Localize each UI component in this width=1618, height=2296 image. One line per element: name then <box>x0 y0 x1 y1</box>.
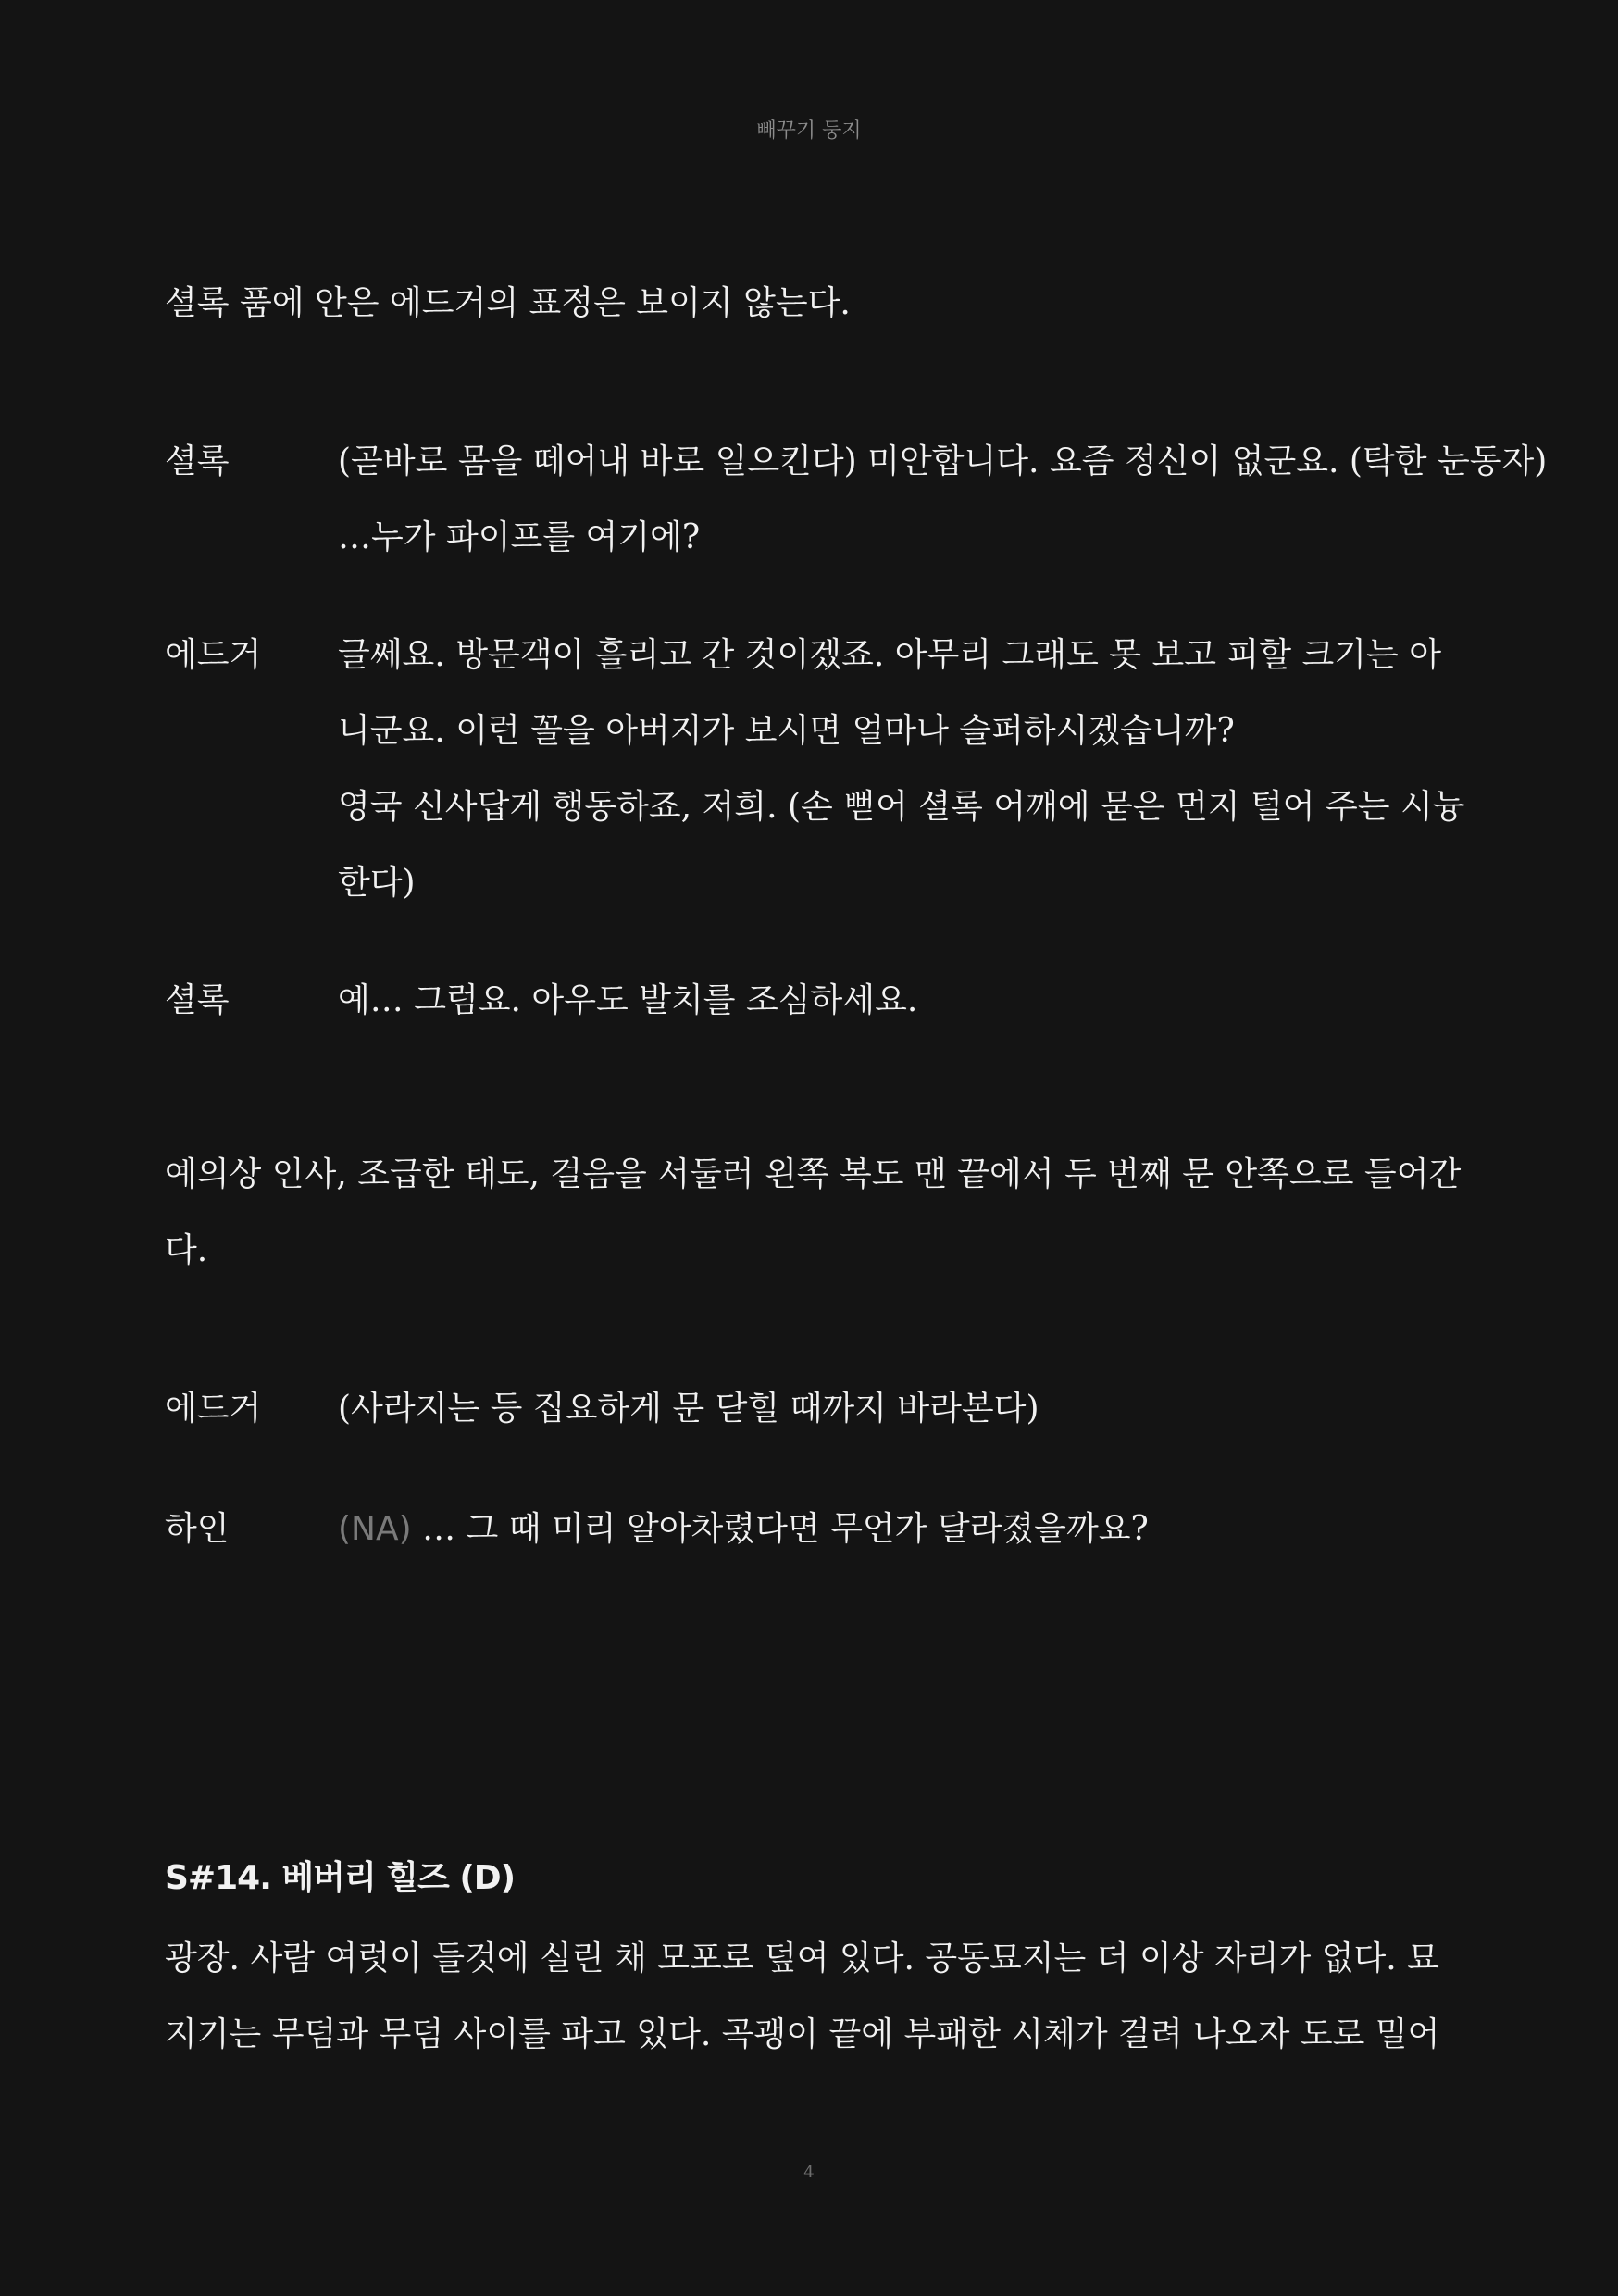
running-header: 빼꾸기 둥지 <box>756 119 862 143</box>
dialogue-block <box>338 618 1465 921</box>
dialogue-text: … 그 때 미리 알아차렸다면 무언가 달라졌을까요? <box>411 1510 1149 1548</box>
dialogue-line: 니군요. 이런 꼴을 아버지가 보시면 얼마나 슬퍼하시겠습니까? <box>338 712 1235 750</box>
dialogue-block <box>338 1371 1458 1447</box>
action-line: 셜록 품에 안은 에드거의 표정은 보이지 않는다. <box>165 284 851 322</box>
dialogue-line: 예… 그럼요. 아우도 발치를 조심하세요. <box>338 981 918 1019</box>
dialogue-line: …누가 파이프를 여기에? <box>338 518 701 556</box>
speaker-name: 에드거 <box>165 1390 262 1428</box>
dialogue-block <box>338 963 1458 1039</box>
action-block <box>165 1137 1462 1289</box>
speaker-name: 하인 <box>165 1510 230 1548</box>
action-line: 지기는 무덤과 무덤 사이를 파고 있다. 곡괭이 끝에 부패한 시체가 걸려 나오자 도로 밀어 <box>165 2015 1440 2053</box>
page-number: 4 <box>803 2163 815 2182</box>
speaker-name: 셜록 <box>165 443 230 480</box>
dialogue-line <box>338 1491 1458 1567</box>
dialogue-block <box>338 424 1548 576</box>
dialogue-line: 한다) <box>338 864 416 902</box>
scene-heading: S#14. 베버리 힐즈 (D) <box>165 1859 516 1897</box>
dialogue-line: (곧바로 몸을 떼어내 바로 일으킨다) 미안합니다. 요즘 정신이 없군요. (탁한 눈동자) <box>338 443 1548 480</box>
action-line: 예의상 인사, 조급한 태도, 걸음을 서둘러 왼쪽 복도 맨 끝에서 두 번째 문 안쪽으로 들어간 <box>165 1155 1462 1193</box>
scene-description <box>165 1921 1453 2073</box>
narration-tag: (NA) <box>338 1510 412 1548</box>
speaker-name: 셜록 <box>165 981 230 1019</box>
speaker-name: 에드거 <box>165 636 262 674</box>
dialogue-line: 글쎄요. 방문객이 흘리고 간 것이겠죠. 아무리 그래도 못 보고 피할 크기는 아 <box>338 636 1442 674</box>
action-line: 광장. 사람 여럿이 들것에 실린 채 모포로 덮여 있다. 공동묘지는 더 이상 자리가 없다. 묘 <box>165 1940 1439 1978</box>
action-line: 다. <box>165 1231 208 1269</box>
dialogue-line: (사라지는 등 집요하게 문 닫힐 때까지 바라본다) <box>338 1390 1039 1428</box>
dialogue-block <box>338 1491 1458 1567</box>
dialogue-line: 영국 신사답게 행동하죠, 저희. (손 뻗어 셜록 어깨에 묻은 먼지 털어 주는 시늉 <box>338 788 1465 826</box>
